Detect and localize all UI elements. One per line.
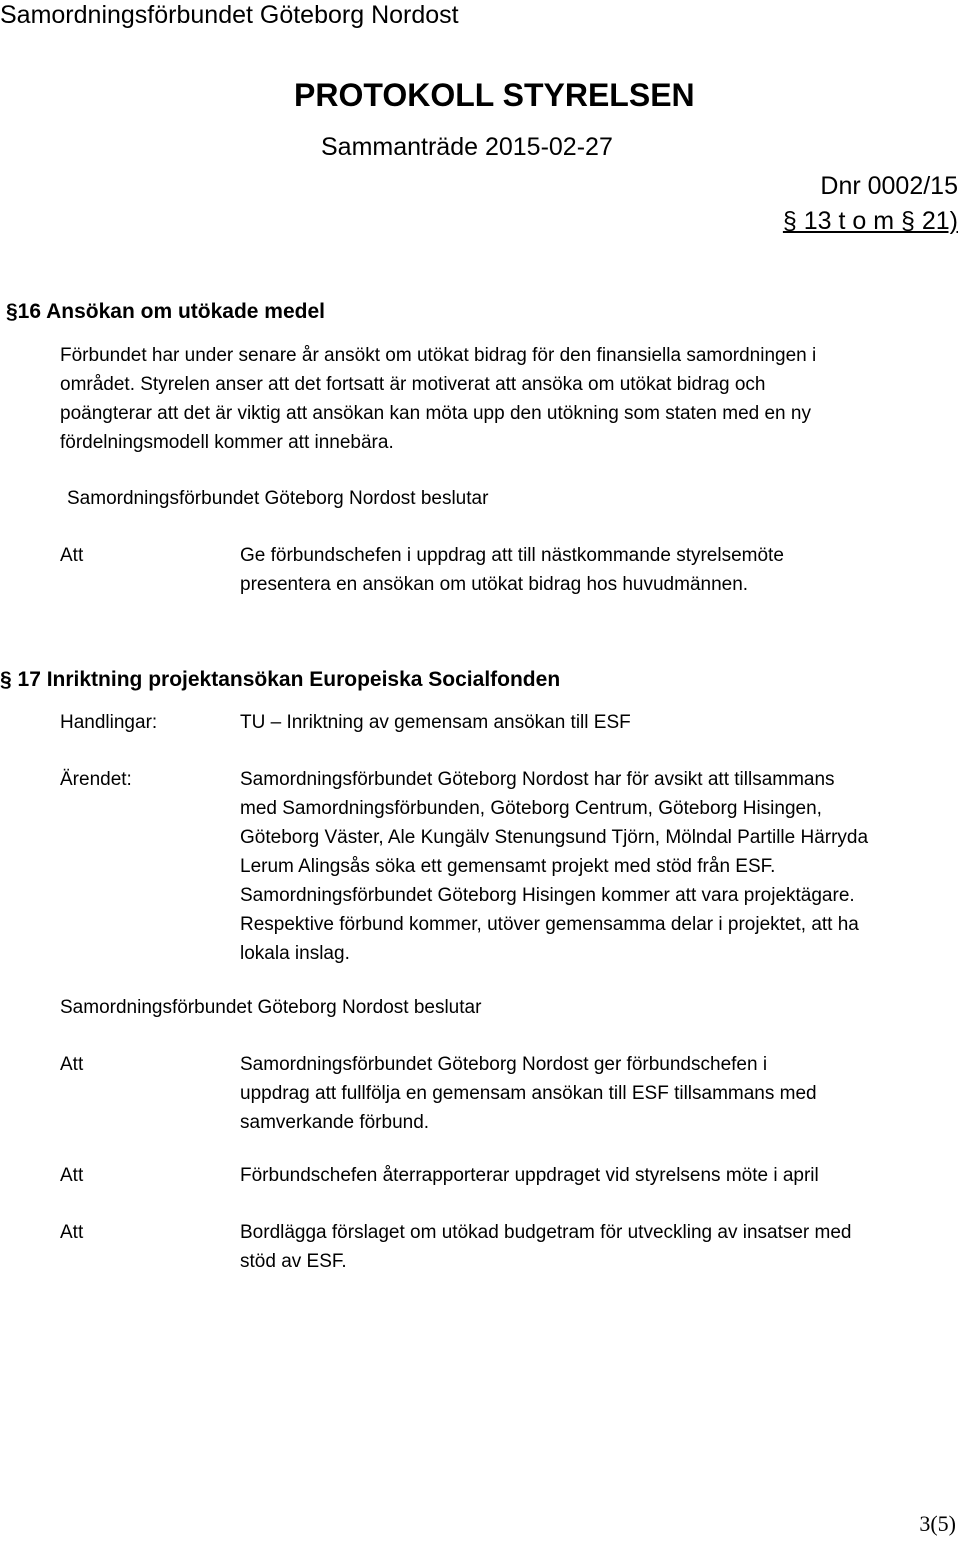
section-17-decision-3-line: stöd av ESF. xyxy=(240,1251,347,1272)
handlingar-label: Handlingar: xyxy=(60,712,158,733)
section-16-decision-line: Ge förbundschefen i uppdrag att till nästkommande styrelsemöte xyxy=(240,545,784,566)
section-16-paragraph xyxy=(60,341,816,457)
section-17-decision-1-label: Att xyxy=(60,1054,84,1075)
section-17-decision-1-line: Samordningsförbundet Göteborg Nordost ger förbundschefen i xyxy=(240,1054,768,1075)
section-17-decision-2-line: Förbundschefen återrapporterar uppdraget vid styrelsens möte i april xyxy=(240,1165,819,1186)
arendet-line: Respektive förbund kommer, utöver gemensamma delar i projektet, att ha xyxy=(240,914,859,935)
section-17-decision-2-label: Att xyxy=(60,1165,84,1186)
page-number: 3(5) xyxy=(919,1511,956,1536)
document-title: PROTOKOLL STYRELSEN xyxy=(294,77,695,113)
handlingar-value: TU – Inriktning av gemensam ansökan till ESF xyxy=(240,712,631,733)
arendet-line: lokala inslag. xyxy=(240,943,350,964)
section-16-paragraph-line: Förbundet har under senare år ansökt om utökat bidrag för den finansiella samordningen i xyxy=(60,345,817,366)
paragraph-range: § 13 t o m § 21) xyxy=(782,207,958,235)
section-17-decision-1-text xyxy=(240,1050,817,1137)
section-17-decision-3-label: Att xyxy=(60,1222,84,1243)
arendet-line: Lerum Alingsås söka ett gemensamt projekt med stöd från ESF. xyxy=(240,856,776,877)
section-16-heading: §16 Ansökan om utökade medel xyxy=(6,300,325,323)
section-16-decision-label: Att xyxy=(60,545,84,566)
section-17-heading: § 17 Inriktning projektansökan Europeiska Socialfonden xyxy=(0,668,561,691)
section-16-decision-line: presentera en ansökan om utökat bidrag hos huvudmännen. xyxy=(240,574,749,595)
arendet-line: Samordningsförbundet Göteborg Hisingen kommer att vara projektägare. xyxy=(240,885,855,906)
arendet-label: Ärendet: xyxy=(60,769,132,790)
arendet-text xyxy=(240,765,868,968)
section-17-decision-intro: Samordningsförbundet Göteborg Nordost beslutar xyxy=(60,997,482,1018)
organization-header: Samordningsförbundet Göteborg Nordost xyxy=(0,1,459,29)
section-17-decision-1-line: samverkande förbund. xyxy=(240,1112,430,1133)
section-17-decision-2-text xyxy=(240,1161,819,1190)
section-16-paragraph-line: poängterar att det är viktig att ansökan kan möta upp den utökning som staten med en ny xyxy=(60,403,811,424)
section-16-paragraph-line: området. Styrelen anser att det fortsatt är motiverat att ansöka om utökat bidrag och xyxy=(60,374,766,395)
section-16-paragraph-line: fördelningsmodell kommer att innebära. xyxy=(60,432,394,453)
diary-number: Dnr 0002/15 xyxy=(820,172,958,200)
arendet-line: Göteborg Väster, Ale Kungälv Stenungsund Tjörn, Mölndal Partille Härryda xyxy=(240,827,869,848)
section-17-decision-3-line: Bordlägga förslaget om utökad budgetram för utveckling av insatser med xyxy=(240,1222,852,1243)
arendet-line: Samordningsförbundet Göteborg Nordost har för avsikt att tillsammans xyxy=(240,769,835,790)
section-17-decision-3-text xyxy=(240,1218,852,1276)
section-16-decision-text xyxy=(240,541,784,599)
meeting-date: Sammanträde 2015-02-27 xyxy=(321,133,613,161)
section-17-decision-1-line: uppdrag att fullfölja en gemensam ansökan till ESF tillsammans med xyxy=(240,1083,817,1104)
arendet-line: med Samordningsförbunden, Göteborg Centrum, Göteborg Hisingen, xyxy=(240,798,822,819)
section-16-decision-intro: Samordningsförbundet Göteborg Nordost beslutar xyxy=(67,488,489,509)
